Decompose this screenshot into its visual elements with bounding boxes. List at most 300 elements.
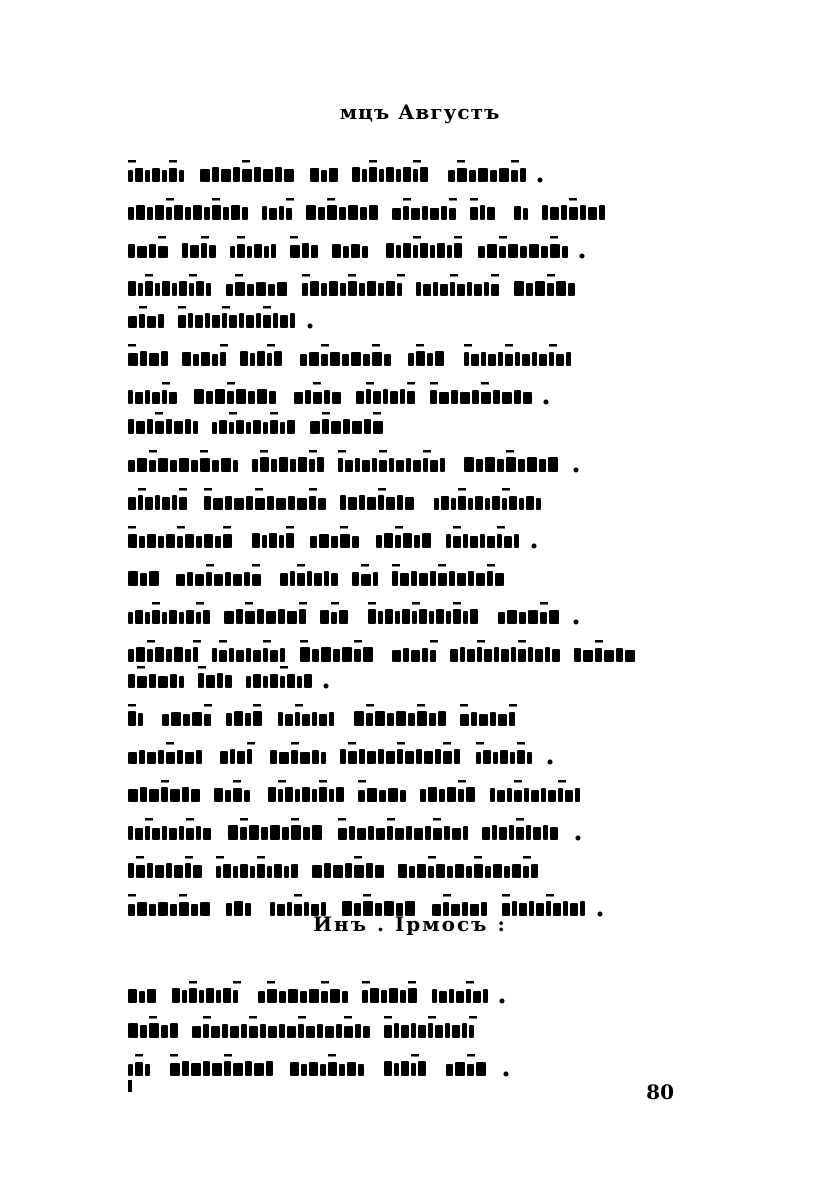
ink-glyph <box>297 573 305 586</box>
script-word <box>358 780 406 802</box>
script-word <box>128 856 202 878</box>
ink-glyph <box>138 283 143 296</box>
ink-glyph <box>267 353 272 366</box>
ink-glyph <box>215 536 221 548</box>
ink-glyph <box>161 351 168 366</box>
ink-glyph <box>280 573 288 586</box>
ink-glyph <box>128 674 135 688</box>
ink-glyph <box>416 749 422 764</box>
ink-glyph <box>185 863 191 878</box>
titlo-mark <box>369 160 377 163</box>
ink-glyph <box>507 788 512 802</box>
ink-glyph <box>246 315 254 328</box>
ink-glyph <box>416 351 425 366</box>
ink-glyph <box>128 170 133 182</box>
ink-glyph <box>329 281 338 296</box>
ink-glyph <box>352 572 359 586</box>
ink-glyph <box>206 572 212 586</box>
ink-glyph <box>237 751 245 764</box>
ink-glyph <box>321 170 327 182</box>
titlo-mark <box>128 704 136 707</box>
ink-glyph <box>128 460 135 472</box>
ink-glyph <box>128 497 136 510</box>
script-word <box>340 742 460 764</box>
ink-glyph <box>403 648 409 662</box>
ink-glyph <box>280 676 285 688</box>
ink-glyph <box>224 611 234 624</box>
ink-glyph <box>569 207 578 220</box>
titlo-mark <box>438 564 446 567</box>
titlo-mark <box>428 856 436 859</box>
ink-glyph <box>268 787 276 802</box>
ink-glyph <box>499 168 509 182</box>
ink-glyph <box>491 284 499 296</box>
ink-glyph <box>363 1026 370 1038</box>
ink-glyph <box>368 609 376 624</box>
ink-glyph <box>256 313 261 328</box>
ink-glyph <box>463 611 468 624</box>
titlo-mark <box>280 666 288 669</box>
ink-glyph <box>140 787 147 802</box>
ink-glyph <box>352 536 359 548</box>
ink-glyph <box>376 535 382 548</box>
script-word <box>470 198 495 220</box>
titlo-mark <box>196 602 204 605</box>
ink-glyph <box>246 422 251 434</box>
ink-glyph <box>254 1063 264 1076</box>
ink-glyph <box>270 825 280 840</box>
ink-glyph <box>428 866 434 878</box>
ink-glyph <box>311 245 318 258</box>
ink-glyph <box>464 352 469 366</box>
ink-glyph <box>233 574 242 586</box>
ink-glyph <box>469 170 476 182</box>
ink-glyph <box>194 389 204 404</box>
ink-glyph <box>449 208 456 220</box>
script-word <box>448 160 526 182</box>
ink-glyph <box>495 573 504 586</box>
ink-glyph <box>533 827 541 840</box>
ink-glyph <box>279 1024 285 1038</box>
ink-glyph <box>179 826 184 840</box>
script-word <box>226 901 251 916</box>
ink-glyph <box>463 534 468 548</box>
ink-glyph <box>320 1064 326 1076</box>
ink-glyph <box>482 827 490 840</box>
ink-glyph <box>372 352 382 366</box>
ink-glyph <box>408 988 417 1003</box>
ink-glyph <box>345 863 352 878</box>
ink-glyph <box>318 498 326 510</box>
ink-glyph <box>514 390 521 404</box>
ink-glyph <box>452 828 461 840</box>
ink-glyph <box>514 281 524 296</box>
ink-glyph <box>430 460 438 472</box>
ink-glyph <box>252 459 258 472</box>
ink-glyph <box>345 460 353 472</box>
ink-glyph <box>490 788 495 802</box>
script-word <box>178 306 295 328</box>
ink-glyph <box>501 649 509 662</box>
titlo-mark <box>453 602 461 605</box>
titlo-mark <box>392 564 400 567</box>
ink-glyph <box>568 283 575 296</box>
ink-glyph <box>411 571 417 586</box>
ink-glyph <box>285 714 293 726</box>
titlo-mark <box>158 236 166 239</box>
ink-glyph <box>333 865 343 878</box>
ink-glyph <box>359 283 365 296</box>
ink-glyph <box>312 649 319 662</box>
ink-glyph <box>247 749 252 764</box>
script-word <box>464 344 571 366</box>
ink-glyph <box>402 609 410 624</box>
ink-glyph <box>145 497 153 510</box>
ink-glyph <box>454 749 460 764</box>
ink-glyph <box>174 865 183 878</box>
titlo-mark <box>233 981 241 984</box>
script-word <box>392 564 504 586</box>
script-word <box>224 602 307 624</box>
ink-glyph <box>235 282 245 296</box>
ink-glyph <box>261 827 268 840</box>
ink-glyph <box>357 828 366 840</box>
titlo-mark <box>423 450 431 453</box>
titlo-mark <box>407 382 415 385</box>
titlo-mark <box>294 894 302 897</box>
ink-glyph <box>400 990 406 1003</box>
ink-glyph <box>378 611 383 624</box>
ink-glyph <box>280 422 285 434</box>
ink-glyph <box>375 711 385 726</box>
ink-glyph <box>487 207 495 220</box>
titlo-mark <box>450 274 458 277</box>
ink-glyph <box>158 902 168 916</box>
ink-glyph <box>562 246 568 258</box>
ink-glyph <box>518 649 526 662</box>
ink-glyph <box>149 674 156 688</box>
titlo-mark <box>255 488 263 491</box>
ink-glyph <box>147 989 156 1003</box>
ink-glyph <box>348 751 357 764</box>
ink-glyph <box>288 496 295 510</box>
ink-glyph <box>234 711 243 726</box>
ink-glyph <box>152 828 160 840</box>
ink-glyph <box>488 354 496 366</box>
titlo-mark <box>458 780 466 783</box>
ink-glyph <box>279 206 284 220</box>
script-word <box>446 526 519 548</box>
ink-glyph <box>532 352 537 366</box>
script-word <box>128 344 168 366</box>
ink-glyph <box>396 460 404 472</box>
script-word <box>270 742 326 764</box>
ink-glyph <box>193 354 199 366</box>
ink-glyph <box>200 458 210 472</box>
script-word <box>128 526 232 548</box>
ink-glyph <box>331 421 341 434</box>
ink-glyph <box>195 574 204 586</box>
ink-glyph <box>317 457 324 472</box>
titlo-mark <box>430 382 438 385</box>
script-word <box>384 1016 477 1038</box>
ink-glyph <box>162 714 169 726</box>
ink-glyph <box>128 612 133 624</box>
ink-glyph <box>396 169 401 182</box>
ink-glyph <box>390 391 398 404</box>
ink-glyph <box>312 865 322 878</box>
ink-glyph <box>161 787 168 802</box>
ink-glyph <box>191 904 198 916</box>
ink-glyph <box>480 205 485 220</box>
ink-glyph <box>137 902 147 916</box>
script-word <box>280 564 338 586</box>
script-line <box>128 382 549 405</box>
ink-glyph <box>599 205 605 220</box>
script-word <box>450 640 560 662</box>
ink-glyph <box>441 206 447 220</box>
ink-glyph <box>413 460 421 472</box>
ink-glyph <box>429 611 434 624</box>
script-word <box>294 382 341 404</box>
ink-glyph <box>340 749 346 764</box>
ink-glyph <box>149 244 156 258</box>
ink-glyph <box>284 866 289 878</box>
ink-glyph <box>329 712 334 726</box>
ink-glyph <box>378 749 384 764</box>
titlo-mark <box>417 704 425 707</box>
ink-glyph <box>206 675 215 688</box>
titlo-mark <box>201 236 209 239</box>
ink-glyph <box>451 390 458 404</box>
ink-glyph <box>347 1062 356 1076</box>
titlo-mark <box>476 742 484 745</box>
ink-glyph <box>529 244 539 258</box>
ink-glyph <box>408 713 415 726</box>
ink-glyph <box>147 207 153 220</box>
titlo-mark <box>295 704 303 707</box>
titlo-mark <box>267 344 275 347</box>
ink-glyph <box>176 574 185 586</box>
ink-glyph <box>494 647 499 662</box>
titlo-mark <box>155 412 163 415</box>
ink-glyph <box>526 496 534 510</box>
ink-glyph <box>185 534 194 548</box>
script-word <box>128 488 187 510</box>
ink-glyph <box>244 572 250 586</box>
ink-glyph <box>457 284 465 296</box>
ink-glyph <box>467 649 475 662</box>
ink-glyph <box>246 648 251 662</box>
ink-glyph <box>408 353 414 366</box>
ink-glyph <box>172 988 180 1003</box>
script-word <box>290 236 318 258</box>
titlo-mark <box>200 450 208 453</box>
ink-glyph <box>229 315 237 328</box>
ink-glyph <box>436 609 444 624</box>
ink-glyph <box>169 610 177 624</box>
ink-glyph <box>427 353 433 366</box>
ink-glyph <box>196 281 204 296</box>
ink-glyph <box>203 828 211 840</box>
ink-glyph <box>526 283 533 296</box>
ink-glyph <box>321 991 328 1003</box>
ink-glyph <box>209 245 216 258</box>
ink-glyph <box>300 991 307 1003</box>
ink-glyph <box>527 457 537 472</box>
ink-glyph <box>279 752 289 764</box>
ink-glyph <box>196 826 201 840</box>
ink-glyph <box>280 648 285 662</box>
ink-glyph <box>310 536 317 548</box>
script-word <box>182 236 216 258</box>
ink-glyph <box>299 609 306 624</box>
script-line <box>128 344 571 366</box>
ink-glyph <box>358 790 365 802</box>
titlo-mark <box>257 856 265 859</box>
ink-glyph <box>428 1023 433 1038</box>
script-line <box>128 198 605 220</box>
ink-glyph <box>420 167 428 182</box>
ink-glyph <box>523 208 528 220</box>
ink-glyph <box>508 244 518 258</box>
ink-glyph <box>355 1024 361 1038</box>
script-word <box>128 198 248 220</box>
script-line <box>128 602 579 625</box>
ink-glyph <box>498 352 503 366</box>
ink-glyph <box>179 497 187 510</box>
ink-glyph <box>561 205 567 220</box>
ink-glyph <box>379 169 384 182</box>
script-word <box>128 640 201 662</box>
ink-glyph <box>170 789 180 802</box>
ink-glyph <box>395 611 400 624</box>
ink-glyph <box>553 903 561 916</box>
ink-glyph <box>359 495 365 510</box>
ink-glyph <box>179 458 189 472</box>
ink-glyph <box>257 351 265 366</box>
ink-glyph <box>580 205 586 220</box>
titlo-mark <box>227 382 235 385</box>
ink-glyph <box>189 283 194 296</box>
ink-glyph <box>550 244 560 258</box>
titlo-mark <box>362 981 370 984</box>
ink-glyph <box>400 389 405 404</box>
ink-glyph <box>214 574 223 586</box>
ink-glyph <box>233 1063 243 1076</box>
ink-glyph <box>147 534 156 548</box>
titlo-mark <box>379 450 387 453</box>
ink-glyph <box>147 752 156 764</box>
script-word <box>258 981 348 1003</box>
ink-glyph <box>137 676 147 688</box>
ink-glyph <box>128 353 138 366</box>
script-word <box>514 274 575 296</box>
titlo-mark <box>497 526 505 529</box>
ink-glyph <box>204 496 211 510</box>
ink-glyph <box>312 750 319 764</box>
ink-glyph <box>403 243 411 258</box>
ink-glyph <box>369 205 378 220</box>
ink-glyph <box>277 282 287 296</box>
ink-glyph <box>487 571 493 586</box>
ink-glyph <box>267 989 277 1003</box>
titlo-mark <box>300 640 308 643</box>
titlo-mark <box>366 704 374 707</box>
script-line <box>128 1054 509 1077</box>
ink-glyph <box>332 244 341 258</box>
ink-glyph <box>418 1025 426 1038</box>
ink-glyph <box>231 205 240 220</box>
ink-glyph <box>290 1062 299 1076</box>
titlo-mark <box>378 488 386 491</box>
ink-glyph <box>178 315 186 328</box>
ink-glyph <box>242 207 248 220</box>
ink-glyph <box>212 422 217 434</box>
titlo-mark <box>430 640 438 643</box>
titlo-mark <box>198 666 206 669</box>
titlo-mark <box>523 856 531 859</box>
script-word <box>128 306 164 328</box>
ink-glyph <box>204 207 210 220</box>
ink-glyph <box>511 647 516 662</box>
ink-glyph <box>149 460 156 472</box>
ink-glyph <box>474 864 483 878</box>
ink-glyph <box>290 459 296 472</box>
titlo-mark <box>395 526 403 529</box>
ink-glyph <box>204 534 213 548</box>
ink-glyph <box>263 676 268 688</box>
ink-glyph <box>297 676 302 688</box>
ink-glyph <box>249 825 259 840</box>
ink-glyph <box>412 611 417 624</box>
ink-glyph <box>487 244 497 258</box>
ink-glyph <box>522 354 530 366</box>
ink-glyph <box>233 788 242 802</box>
ink-glyph <box>223 207 229 220</box>
ink-glyph <box>321 354 328 366</box>
ink-glyph <box>128 1064 133 1076</box>
ink-glyph <box>458 496 466 510</box>
ink-glyph <box>430 650 436 662</box>
ink-glyph <box>297 498 307 510</box>
ink-glyph <box>413 169 418 182</box>
ink-glyph <box>440 284 448 296</box>
ink-glyph <box>331 612 337 624</box>
ink-glyph <box>279 535 284 548</box>
ink-glyph <box>145 1064 150 1076</box>
ink-glyph <box>147 863 153 878</box>
titlo-mark <box>220 344 228 347</box>
titlo-mark <box>321 344 329 347</box>
script-word <box>434 488 541 510</box>
ink-glyph <box>362 246 368 258</box>
titlo-mark <box>263 306 271 309</box>
script-word <box>128 780 200 802</box>
ink-glyph <box>463 826 468 840</box>
ink-glyph <box>475 496 483 510</box>
ink-glyph <box>253 650 261 662</box>
ink-glyph <box>354 711 364 726</box>
ink-glyph <box>411 1063 416 1076</box>
script-word <box>392 198 457 220</box>
ink-glyph <box>309 459 315 472</box>
ink-glyph <box>405 751 414 764</box>
punctuation-mark <box>538 178 543 183</box>
ink-glyph <box>196 536 202 548</box>
ink-glyph <box>354 865 364 878</box>
script-line <box>128 274 575 296</box>
